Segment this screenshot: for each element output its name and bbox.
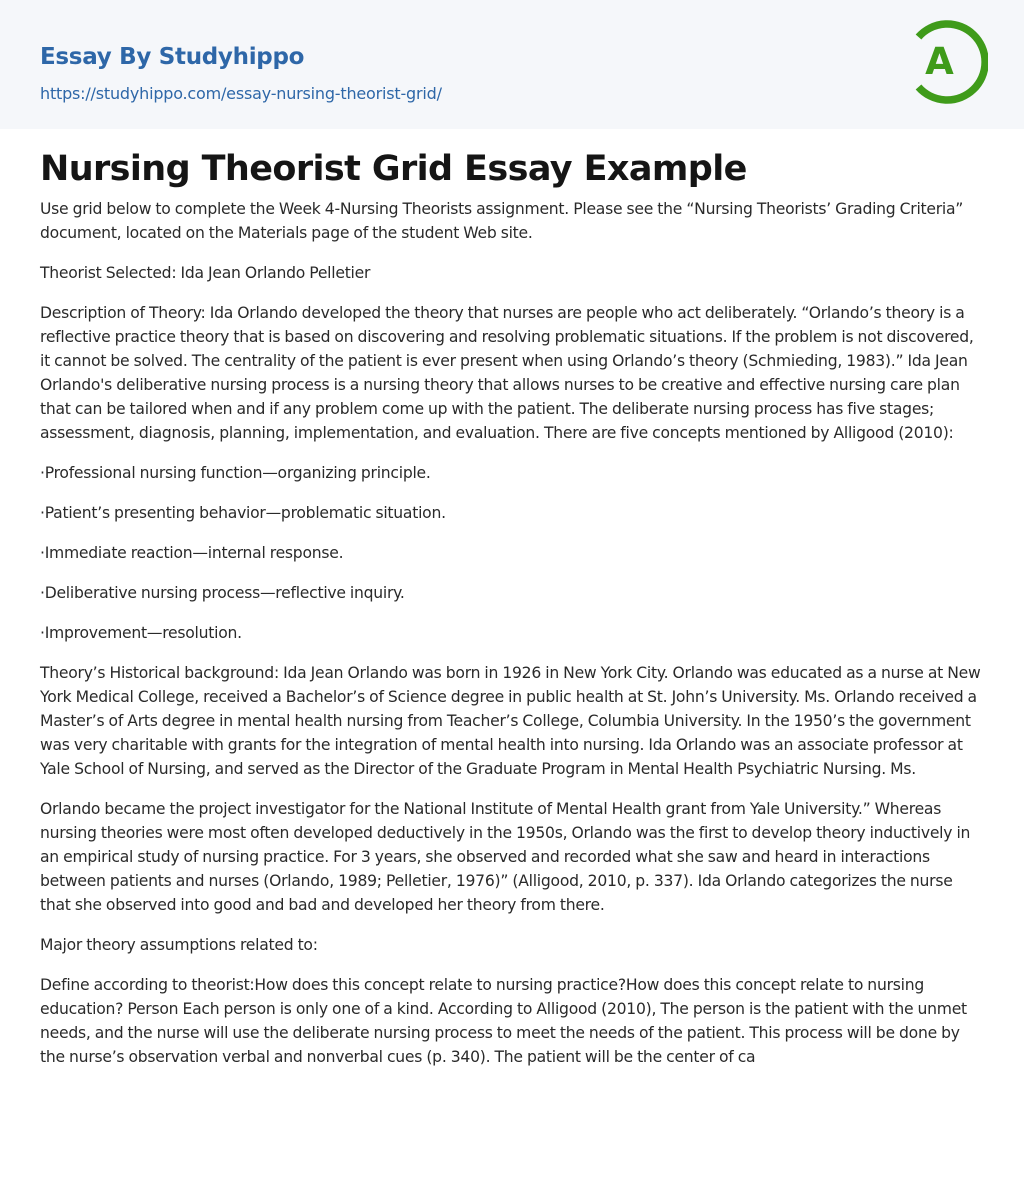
brand-link[interactable]: Essay By Studyhippo <box>40 44 305 70</box>
concept-item: ·Immediate reaction—internal response. <box>40 544 344 562</box>
studyhippo-logo-icon[interactable] <box>912 18 988 106</box>
concept-item: ·Improvement—resolution. <box>40 624 242 642</box>
intro-paragraph: Use grid below to complete the Week 4-Nursing Theorists assignment. Please see the “Nursing Theorists’ Grading Criteria” document, located on the Materials page of the student Web site. <box>40 200 964 242</box>
site-header <box>0 0 1024 129</box>
theorist-selected: Theorist Selected: Ida Jean Orlando Pelletier <box>40 264 371 282</box>
project-investigator-paragraph: Orlando became the project investigator for the National Institute of Mental Health grant from Yale University.” Whereas nursing theories were most often developed deductively in the 1950s, Orlando was the first to develop theory inductively in an empirical study of nursing practice. For 3 years, she observed and recorded what she saw and heard in interactions between patients and nurses (Orlando, 1989; Pelletier, 1976)” (Alligood, 2010, p. 337). Ida Orlando categorizes the nurse that she observed into good and bad and developed her theory from there. <box>40 800 971 914</box>
define-paragraph: Define according to theorist:How does this concept relate to nursing practice?How does this concept relate to nursing education? Person Each person is only one of a kind. According to Alligood (2010), The person is the patient with the unmet needs, and the nurse will use the deliberate nursing process to meet the needs of the patient. This process will be done by the nurse’s observation verbal and nonverbal cues (p. 340). The patient will be the center of ca <box>40 976 967 1066</box>
concept-item: ·Deliberative nursing process—reflective inquiry. <box>40 584 405 602</box>
article <box>0 129 1024 1069</box>
assumptions-heading: Major theory assumptions related to: <box>40 936 318 954</box>
concept-item: ·Professional nursing function—organizing principle. <box>40 464 431 482</box>
theory-description: Description of Theory: Ida Orlando developed the theory that nurses are people who act deliberately. “Orlando’s theory is a reflective practice theory that is based on discovering and resolving problematic situations. If the problem is not discovered, it cannot be solved. The centrality of the patient is ever present when using Orlando’s theory (Schmieding, 1983).” Ida Jean Orlando's deliberative nursing process is a nursing theory that allows nurses to be creative and effective nursing care plan that can be tailored when and if any problem come up with the patient. The deliberate nursing process has five stages; assessment, diagnosis, planning, implementation, and evaluation. There are five concepts mentioned by Alligood (2010): <box>40 304 974 442</box>
essay-url-link[interactable]: https://studyhippo.com/essay-nursing-theorist-grid/ <box>40 84 442 103</box>
concept-item: ·Patient’s presenting behavior—problematic situation. <box>40 504 446 522</box>
page-title: Nursing Theorist Grid Essay Example <box>40 149 747 189</box>
logo-letter: A <box>925 40 954 83</box>
historical-background: Theory’s Historical background: Ida Jean Orlando was born in 1926 in New York City. Orlando was educated as a nurse at New York Medical College, received a Bachelor’s of Science degree in public health at St. John’s University. Ms. Orlando received a Master’s of Arts degree in mental health nursing from Teacher’s College, Columbia University. In the 1950’s the government was very charitable with grants for the integration of mental health into nursing. Ida Orlando was an associate professor at Yale School of Nursing, and served as the Director of the Graduate Program in Mental Health Psychiatric Nursing. Ms. <box>40 664 981 778</box>
